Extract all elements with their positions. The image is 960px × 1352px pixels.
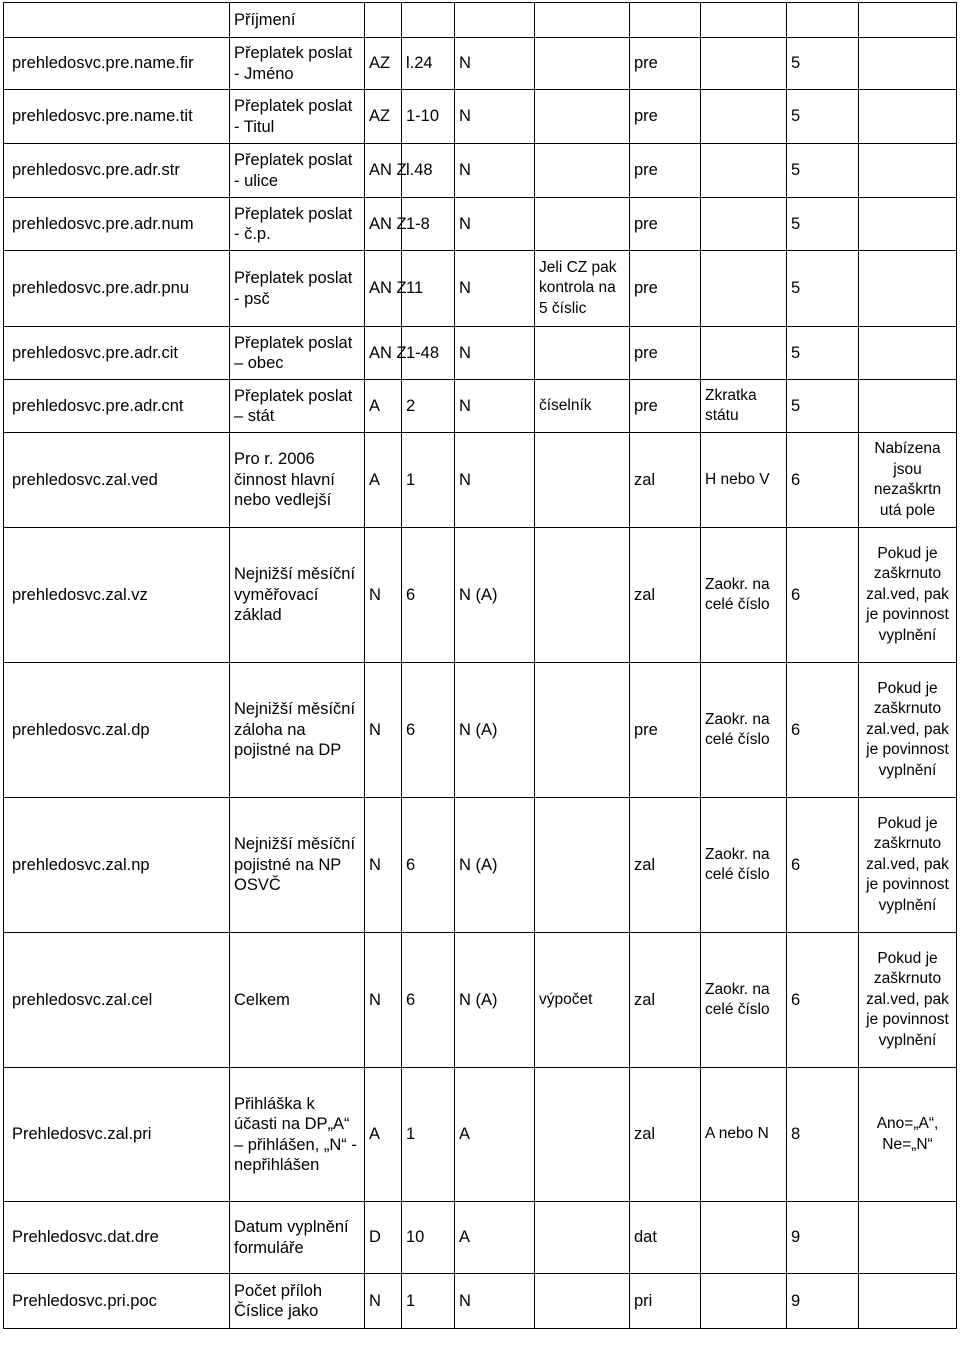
field-note <box>859 1202 957 1274</box>
field-length: 6 <box>402 798 455 933</box>
field-note <box>859 380 957 433</box>
field-format: Zkratka státu <box>701 380 787 433</box>
field-note <box>859 38 957 90</box>
field-type: N <box>365 1274 402 1329</box>
table-row <box>4 38 957 90</box>
field-id: prehledosvc.zal.np <box>4 798 230 933</box>
field-version: 5 <box>787 251 859 327</box>
field-length: l.24 <box>402 38 455 90</box>
field-section: pre <box>630 663 701 798</box>
field-length: 1 <box>402 433 455 528</box>
field-format <box>701 144 787 198</box>
field-version: 9 <box>787 1274 859 1329</box>
table-row <box>4 1202 957 1274</box>
field-id <box>4 3 230 38</box>
field-section: pre <box>630 327 701 380</box>
field-check <box>535 38 630 90</box>
field-note <box>859 1274 957 1329</box>
field-version: 5 <box>787 198 859 251</box>
field-type: N <box>365 933 402 1068</box>
field-check <box>535 90 630 144</box>
field-version: 5 <box>787 38 859 90</box>
field-required: N <box>455 327 535 380</box>
field-length <box>402 3 455 38</box>
field-label: Nejnižší měsíční pojistné na NP OSVČ <box>230 798 365 933</box>
field-required: N <box>455 90 535 144</box>
field-format <box>701 38 787 90</box>
table-row <box>4 433 957 528</box>
field-required: N (A) <box>455 798 535 933</box>
field-id: Prehledosvc.dat.dre <box>4 1202 230 1274</box>
table-row <box>4 90 957 144</box>
field-label: Pro r. 2006 činnost hlavní nebo vedlejší <box>230 433 365 528</box>
field-spec-table <box>3 2 957 1329</box>
field-check <box>535 198 630 251</box>
field-check: výpočet <box>535 933 630 1068</box>
field-version <box>787 3 859 38</box>
field-required: N <box>455 198 535 251</box>
field-check <box>535 663 630 798</box>
table-row <box>4 1274 957 1329</box>
field-id: prehledosvc.pre.adr.str <box>4 144 230 198</box>
field-check <box>535 144 630 198</box>
field-length: 1-48 <box>402 327 455 380</box>
field-section: pre <box>630 90 701 144</box>
field-id: prehledosvc.pre.adr.num <box>4 198 230 251</box>
field-format: Zaokr. na celé číslo <box>701 663 787 798</box>
field-section: pre <box>630 380 701 433</box>
field-label: Datum vyplnění formuláře <box>230 1202 365 1274</box>
field-check <box>535 798 630 933</box>
field-label: Přeplatek poslat - Titul <box>230 90 365 144</box>
field-format: Zaokr. na celé číslo <box>701 933 787 1068</box>
field-length: 2 <box>402 380 455 433</box>
field-check <box>535 1202 630 1274</box>
field-section: zal <box>630 433 701 528</box>
field-check <box>535 327 630 380</box>
field-required: N <box>455 251 535 327</box>
table-row <box>4 663 957 798</box>
field-version: 5 <box>787 144 859 198</box>
field-required: N <box>455 380 535 433</box>
field-label: Celkem <box>230 933 365 1068</box>
field-length: 6 <box>402 933 455 1068</box>
field-required: A <box>455 1068 535 1202</box>
table-row <box>4 528 957 663</box>
field-version: 5 <box>787 327 859 380</box>
field-type: AN Z <box>365 198 402 251</box>
field-required: N (A) <box>455 528 535 663</box>
field-check <box>535 528 630 663</box>
field-format <box>701 251 787 327</box>
field-format: A nebo N <box>701 1068 787 1202</box>
field-id: prehledosvc.zal.vz <box>4 528 230 663</box>
field-note: Pokud je zaškrnuto zal.ved, pak je povinnost vyplnění <box>859 933 957 1068</box>
field-note: Pokud je zaškrnuto zal.ved, pak je povinnost vyplnění <box>859 798 957 933</box>
field-label: Přeplatek poslat - Jméno <box>230 38 365 90</box>
field-id: Prehledosvc.pri.poc <box>4 1274 230 1329</box>
field-type: N <box>365 528 402 663</box>
field-id: prehledosvc.pre.name.tit <box>4 90 230 144</box>
field-label: Přihláška k účasti na DP„A“ – přihlášen, „N“ - nepřihlášen <box>230 1068 365 1202</box>
field-format: Zaokr. na celé číslo <box>701 528 787 663</box>
field-note <box>859 90 957 144</box>
field-format <box>701 90 787 144</box>
field-type: A <box>365 380 402 433</box>
field-required <box>455 3 535 38</box>
field-id: prehledosvc.pre.adr.pnu <box>4 251 230 327</box>
field-note <box>859 251 957 327</box>
table-row <box>4 798 957 933</box>
field-section: zal <box>630 798 701 933</box>
field-type: N <box>365 798 402 933</box>
field-id: prehledosvc.pre.adr.cnt <box>4 380 230 433</box>
field-section: pre <box>630 38 701 90</box>
field-required: N <box>455 144 535 198</box>
field-length: 1-8 <box>402 198 455 251</box>
field-format <box>701 3 787 38</box>
field-type: A <box>365 433 402 528</box>
field-id: prehledosvc.pre.name.fir <box>4 38 230 90</box>
field-length: 11 <box>402 251 455 327</box>
field-label: Přeplatek poslat - č.p. <box>230 198 365 251</box>
field-section: pre <box>630 251 701 327</box>
field-label: Příjmení <box>230 3 365 38</box>
table-row <box>4 198 957 251</box>
field-format <box>701 198 787 251</box>
field-required: N <box>455 38 535 90</box>
field-length: 1 <box>402 1274 455 1329</box>
field-label: Nejnižší měsíční záloha na pojistné na DP <box>230 663 365 798</box>
field-label: Přeplatek poslat - psč <box>230 251 365 327</box>
field-note: Pokud je zaškrnuto zal.ved, pak je povinnost vyplnění <box>859 663 957 798</box>
field-check: číselník <box>535 380 630 433</box>
field-length: 6 <box>402 528 455 663</box>
field-length: 10 <box>402 1202 455 1274</box>
field-id: prehledosvc.zal.dp <box>4 663 230 798</box>
field-version: 6 <box>787 528 859 663</box>
table-row <box>4 380 957 433</box>
field-check <box>535 3 630 38</box>
table-row <box>4 327 957 380</box>
table-row <box>4 3 957 38</box>
field-type: AN Z <box>365 251 402 327</box>
field-length: 1 <box>402 1068 455 1202</box>
field-format: H nebo V <box>701 433 787 528</box>
field-required: N (A) <box>455 663 535 798</box>
field-id: Prehledosvc.zal.pri <box>4 1068 230 1202</box>
field-section: zal <box>630 933 701 1068</box>
field-version: 8 <box>787 1068 859 1202</box>
field-section: pri <box>630 1274 701 1329</box>
field-type: D <box>365 1202 402 1274</box>
field-note: Pokud je zaškrnuto zal.ved, pak je povinnost vyplnění <box>859 528 957 663</box>
field-label: Přeplatek poslat – stát <box>230 380 365 433</box>
field-type: AN Z <box>365 144 402 198</box>
field-check: Jeli CZ pak kontrola na 5 číslic <box>535 251 630 327</box>
field-check <box>535 433 630 528</box>
field-required: A <box>455 1202 535 1274</box>
field-section: zal <box>630 528 701 663</box>
field-label: Nejnižší měsíční vyměřovací základ <box>230 528 365 663</box>
field-version: 6 <box>787 663 859 798</box>
table-row <box>4 251 957 327</box>
field-check <box>535 1068 630 1202</box>
field-type: A <box>365 1068 402 1202</box>
field-note <box>859 3 957 38</box>
field-required: N <box>455 433 535 528</box>
field-format <box>701 1274 787 1329</box>
field-type <box>365 3 402 38</box>
field-id: prehledosvc.pre.adr.cit <box>4 327 230 380</box>
field-note: Nabízena jsou nezaškrtn utá pole <box>859 433 957 528</box>
field-note: Ano=„A“, Ne=„N“ <box>859 1068 957 1202</box>
field-note <box>859 327 957 380</box>
table-body <box>4 3 957 1329</box>
field-check <box>535 1274 630 1329</box>
field-note <box>859 144 957 198</box>
field-section: zal <box>630 1068 701 1202</box>
field-version: 9 <box>787 1202 859 1274</box>
field-format: Zaokr. na celé číslo <box>701 798 787 933</box>
field-id: prehledosvc.zal.ved <box>4 433 230 528</box>
field-length: 1-10 <box>402 90 455 144</box>
field-version: 6 <box>787 433 859 528</box>
field-type: N <box>365 663 402 798</box>
field-required: N (A) <box>455 933 535 1068</box>
field-format <box>701 1202 787 1274</box>
field-type: AN Z <box>365 327 402 380</box>
field-section: pre <box>630 144 701 198</box>
field-section: dat <box>630 1202 701 1274</box>
field-type: AZ <box>365 90 402 144</box>
field-required: N <box>455 1274 535 1329</box>
field-id: prehledosvc.zal.cel <box>4 933 230 1068</box>
field-section: pre <box>630 198 701 251</box>
field-label: Přeplatek poslat - ulice <box>230 144 365 198</box>
field-version: 5 <box>787 90 859 144</box>
field-length: 6 <box>402 663 455 798</box>
table-row <box>4 1068 957 1202</box>
field-section <box>630 3 701 38</box>
table-row <box>4 144 957 198</box>
field-label: Počet příloh Číslice jako <box>230 1274 365 1329</box>
field-version: 6 <box>787 933 859 1068</box>
field-version: 6 <box>787 798 859 933</box>
field-note <box>859 198 957 251</box>
table-row <box>4 933 957 1068</box>
field-length: l.48 <box>402 144 455 198</box>
field-version: 5 <box>787 380 859 433</box>
field-format <box>701 327 787 380</box>
field-type: AZ <box>365 38 402 90</box>
field-label: Přeplatek poslat – obec <box>230 327 365 380</box>
